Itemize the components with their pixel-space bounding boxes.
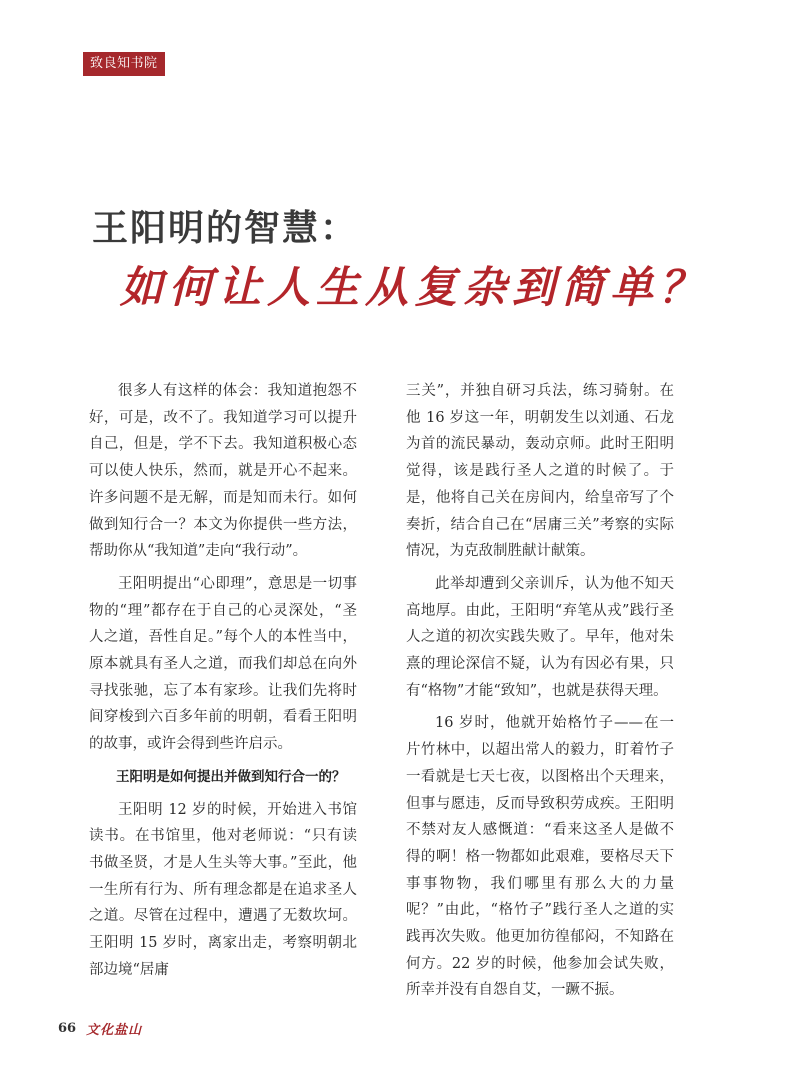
paragraph: 三关”，并独自研习兵法，练习骑射。在他 16 岁这一年，明朝发生以刘通、石龙为首的流民暴动，轰动京师。此时王阳明觉得，该是践行圣人之道的时候了。于是，他将自己关在房间内，给皇帝写了个奏折，结合自己在“居庸三关”考察的实际情况，为克敌制胜献计献策。 — [406, 383, 674, 560]
right-column — [406, 378, 674, 1010]
article-title: 王阳明的智慧： — [92, 207, 359, 249]
article-subtitle: 如何让人生从复杂到简单？ — [120, 263, 708, 313]
page-footer — [58, 1019, 142, 1038]
left-column — [89, 378, 357, 989]
paragraph: 此举却遭到父亲训斥，认为他不知天高地厚。由此，王阳明“弃笔从戎”践行圣人之道的初次实践失败了。早年，他对朱熹的理论深信不疑，认为有因必有果，只有“格物”才能“致知”，也就是获得天理。 — [406, 575, 674, 699]
paragraph: 16 岁时，他就开始格竹子——在一片竹林中，以超出常人的毅力，盯着竹子一看就是七天七夜，以图格出个天理来，但事与愿违，反而导致积劳成疾。王阳明不禁对友人感慨道：“看来这圣人是做不得的啊！格一物都如此艰难，要格尽天下事事物物，我们哪里有那么大的力量呢？”由此，“格竹子”践行圣人之道的实践再次失败。他更加彷徨郁闷，不知路在何方。22 岁的时候，他参加会试失败，所幸并没有自怨自艾，一蹶不振。 — [406, 715, 674, 999]
paragraph: 王阳明提出“心即理”，意思是一切事物的“理”都存在于自己的心灵深处，“圣人之道，吾性自足。”每个人的本性当中，原本就具有圣人之道，而我们却总在向外寻找张驰，忘了本有家珍。让我们先将时间穿梭到六百多年前的明朝，看看王阳明的故事，或许会得到些许启示。 — [89, 575, 357, 753]
page-number: 66 — [58, 1021, 77, 1036]
magazine-logo: 文化盐山 — [86, 1023, 143, 1038]
paragraph: 王阳明 12 岁的时候，开始进入书馆读书。在书馆里，他对老师说：“只有读书做圣贤，才是人生头等大事。”至此，他一生所有行为、所有理念都是在追求圣人之道。尽管在过程中，遭遇了无数坎坷。王阳明 15 岁时，离家出走，考察明朝北部边境“居庸 — [89, 801, 357, 978]
section-subheading: 王阳明是如何提出并做到知行合一的？ — [116, 768, 346, 785]
paragraph: 很多人有这样的体会：我知道抱怨不好，可是，改不了。我知道学习可以提升自己，但是，学不下去。我知道积极心态可以使人快乐，然而，就是开心不起来。许多问题不是无解，而是知而未行。如何做到知行合一？本文为你提供一些方法，帮助你从“我知道”走向“我行动”。 — [89, 383, 357, 560]
section-tag: 致良知书院 — [83, 52, 165, 76]
